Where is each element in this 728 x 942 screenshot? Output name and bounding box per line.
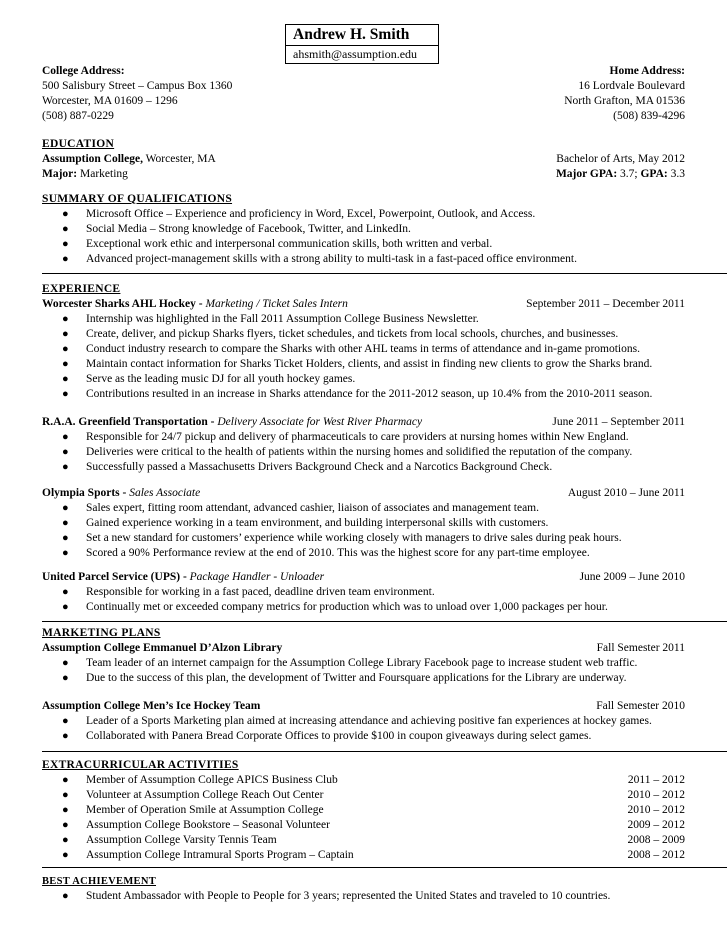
experience-title: EXPERIENCE <box>42 283 121 295</box>
job-header <box>42 570 685 585</box>
job-entry <box>42 486 685 561</box>
bullet-icon: ● <box>62 730 69 742</box>
list-item: ● Microsoft Office – Experience and proficiency in Word, Excel, Powerpoint, Outlook, and Access. <box>62 208 536 220</box>
list-item: ● Collaborated with Panera Bread Corporate Offices to provide $100 in coupon giveaways during select games. <box>62 730 592 742</box>
list-item: ● Continually met or exceeded company metrics for production which was to unload over 1,000 packages per hour. <box>62 601 608 613</box>
candidate-email[interactable]: ahsmith@assumption.edu <box>286 45 438 62</box>
job-duties <box>42 430 685 475</box>
bullet-icon: ● <box>62 373 69 385</box>
bullet-icon: ● <box>62 461 69 473</box>
home-city: North Grafton, MA 01536 <box>564 95 685 107</box>
list-item: ● Scored a 90% Performance review at the end of 2010. This was the highest score for any part-time employee. <box>62 547 590 559</box>
major-label: Major: <box>42 168 78 180</box>
list-item: ● Advanced project-management skills with a strong ability to multi-task in a fast-paced office environment. <box>62 253 577 265</box>
college-phone: (508) 887-0229 <box>42 110 114 122</box>
job-entry <box>42 570 685 615</box>
plan-dates: Fall Semester 2011 <box>596 642 685 654</box>
job-org: Worcester Sharks AHL Hockey - <box>42 298 203 310</box>
summary-list <box>42 207 685 267</box>
list-item: ● Gained experience working in a team environment, and building interpersonal skills with customers. <box>62 517 549 529</box>
bullet-icon: ● <box>62 388 69 400</box>
bullet-icon: ● <box>62 532 69 544</box>
achievement-section <box>42 874 685 904</box>
list-item: ● Sales expert, fitting room attendant, advanced cashier, liaison of associates and management team. <box>62 502 539 514</box>
plan-header <box>42 641 685 656</box>
list-item: ● Deliveries were critical to the health of patients within the nursing homes and solidified the reputation of the company. <box>62 446 633 458</box>
bullet-icon: ● <box>62 586 69 598</box>
bullet-icon: ● <box>62 238 69 250</box>
job-role: Package Handler - Unloader <box>186 571 325 583</box>
degree: Bachelor of Arts, May 2012 <box>556 153 685 165</box>
divider <box>42 751 727 752</box>
bullet-icon: ● <box>62 446 69 458</box>
divider <box>42 273 727 274</box>
home-street: 16 Lordvale Boulevard <box>578 80 685 92</box>
activities-list <box>42 773 685 863</box>
plan-org: Assumption College Men’s Ice Hockey Team <box>42 700 261 712</box>
job-duties <box>42 501 685 561</box>
list-item: ● Assumption College Varsity Tennis Team 2008 – 2009 <box>62 834 685 846</box>
list-item: ● Student Ambassador with People to People for 3 years; represented the United States and traveled to 10 countries. <box>62 890 611 902</box>
home-address-label: Home Address: <box>609 65 685 77</box>
school-location: Worcester, MA <box>142 153 216 165</box>
job-header <box>42 297 685 312</box>
bullet-icon: ● <box>62 517 69 529</box>
bullet-icon: ● <box>62 343 69 355</box>
home-phone: (508) 839-4296 <box>613 110 685 122</box>
bullet-icon: ● <box>62 601 69 613</box>
achievement-list <box>42 889 685 904</box>
list-item: ● Social Media – Strong knowledge of Facebook, Twitter, and LinkedIn. <box>62 223 411 235</box>
divider <box>42 621 727 622</box>
job-org: Olympia Sports - <box>42 487 127 499</box>
bullet-icon: ● <box>62 547 69 559</box>
list-item: ● Set a new standard for customers’ experience while working closely with managers to drive sales during peak hours. <box>62 532 622 544</box>
list-item: ● Team leader of an internet campaign for the Assumption College Library Facebook page to increase student web traffic. <box>62 657 638 669</box>
job-dates: June 2011 – September 2011 <box>552 416 685 428</box>
bullet-icon: ● <box>62 672 69 684</box>
plan-items <box>42 656 685 686</box>
list-item: ● Conduct industry research to compare the Sharks with other AHL teams in terms of attendance and in-game promotions. <box>62 343 640 355</box>
major-gpa-label: Major GPA: <box>555 168 618 180</box>
bullet-icon: ● <box>62 849 69 861</box>
job-header <box>42 486 685 501</box>
plan-dates: Fall Semester 2010 <box>596 700 685 712</box>
bullet-icon: ● <box>62 819 69 831</box>
list-item: ● Volunteer at Assumption College Reach Out Center 2010 – 2012 <box>62 789 685 801</box>
list-item: ● Leader of a Sports Marketing plan aimed at increasing attendance and achieving positive fan experiences at hockey games. <box>62 715 652 727</box>
list-item: ● Internship was highlighted in the Fall 2011 Assumption College Business Newsletter. <box>62 313 479 325</box>
list-item: ● Exceptional work ethic and interpersonal communication skills, both written and verbal. <box>62 238 493 250</box>
activities-title: EXTRACURRICULAR ACTIVITIES <box>42 759 239 771</box>
job-dates: September 2011 – December 2011 <box>526 298 685 310</box>
job-duties <box>42 312 685 402</box>
plan-header <box>42 699 685 714</box>
plan-items <box>42 714 685 744</box>
bullet-icon: ● <box>62 328 69 340</box>
list-item: ● Responsible for working in a fast paced, deadline driven team environment. <box>62 586 435 598</box>
gpa-value: 3.3 <box>667 168 685 180</box>
job-dates: June 2009 – June 2010 <box>579 571 685 583</box>
college-city: Worcester, MA 01609 – 1296 <box>42 95 178 107</box>
list-item: ● Member of Assumption College APICS Business Club 2011 – 2012 <box>62 774 685 786</box>
list-item: ● Contributions resulted in an increase in Sharks attendance for the 2011-2012 season, up 10.4% from the 2010-2011 season. <box>62 388 653 400</box>
job-dates: August 2010 – June 2011 <box>567 487 685 499</box>
bullet-icon: ● <box>62 834 69 846</box>
candidate-name: Andrew H. Smith <box>293 26 410 43</box>
bullet-icon: ● <box>62 313 69 325</box>
list-item: ● Serve as the leading music DJ for all youth hockey games. <box>62 373 356 385</box>
education-section <box>42 137 685 182</box>
school-name: Assumption College, <box>42 153 143 165</box>
divider <box>42 867 727 868</box>
job-role: Delivery Associate for West River Pharmacy <box>214 416 423 428</box>
job-header <box>42 415 685 430</box>
address-block <box>42 64 685 124</box>
achievement-title: BEST ACHIEVEMENT <box>42 876 157 887</box>
job-entry <box>42 415 685 475</box>
college-address-label: College Address: <box>42 65 125 77</box>
marketing-title: MARKETING PLANS <box>42 627 161 639</box>
list-item: ● Create, deliver, and pickup Sharks flyers, ticket schedules, and tickets from local schools, churches, and businesses. <box>62 328 619 340</box>
education-title: EDUCATION <box>42 138 115 150</box>
plan-entry <box>42 699 685 744</box>
bullet-icon: ● <box>62 890 69 902</box>
job-org: United Parcel Service (UPS) - <box>42 571 187 583</box>
gpa-label: GPA: <box>640 168 668 180</box>
list-item: ● Successfully passed a Massachusetts Drivers Background Check and a Narcotics Background Check. <box>62 461 553 473</box>
bullet-icon: ● <box>62 358 69 370</box>
job-duties <box>42 585 685 615</box>
list-item: ● Due to the success of this plan, the development of Twitter and Foursquare applications for the Library are underway. <box>62 672 627 684</box>
marketing-section <box>42 626 685 686</box>
list-item: ● Maintain contact information for Sharks Ticket Holders, clients, and assist in finding new clients to grow the Sharks brand. <box>62 358 653 370</box>
list-item: ● Assumption College Intramural Sports Program – Captain 2008 – 2012 <box>62 849 685 861</box>
bullet-icon: ● <box>62 789 69 801</box>
major-value: Marketing <box>77 168 128 180</box>
bullet-icon: ● <box>62 502 69 514</box>
bullet-icon: ● <box>62 431 69 443</box>
bullet-icon: ● <box>62 804 69 816</box>
summary-title: SUMMARY OF QUALIFICATIONS <box>42 193 233 205</box>
bullet-icon: ● <box>62 657 69 669</box>
job-role: Marketing / Ticket Sales Intern <box>202 298 348 310</box>
bullet-icon: ● <box>62 774 69 786</box>
bullet-icon: ● <box>62 223 69 235</box>
name-box <box>285 24 439 64</box>
experience-section <box>42 282 685 402</box>
summary-section <box>42 192 685 267</box>
list-item: ● Assumption College Bookstore – Seasonal Volunteer 2009 – 2012 <box>62 819 685 831</box>
list-item: ● Responsible for 24/7 pickup and delivery of pharmaceuticals to care providers at nursing homes within New England. <box>62 431 629 443</box>
bullet-icon: ● <box>62 715 69 727</box>
major-gpa-value: 3.7; <box>617 168 641 180</box>
bullet-icon: ● <box>62 208 69 220</box>
plan-org: Assumption College Emmanuel D’Alzon Library <box>42 642 283 654</box>
job-role: Sales Associate <box>126 487 201 499</box>
college-street: 500 Salisbury Street – Campus Box 1360 <box>42 80 233 92</box>
list-item: ● Member of Operation Smile at Assumption College 2010 – 2012 <box>62 804 685 816</box>
bullet-icon: ● <box>62 253 69 265</box>
activities-section <box>42 758 685 863</box>
job-org: R.A.A. Greenfield Transportation - <box>42 416 215 428</box>
